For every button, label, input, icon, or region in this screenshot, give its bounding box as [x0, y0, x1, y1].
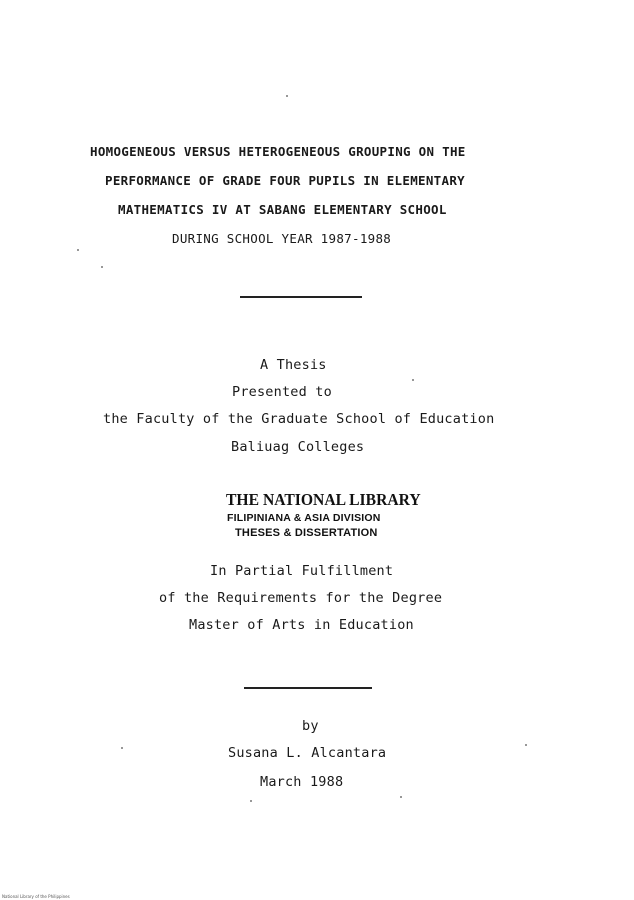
speck [525, 744, 527, 746]
title-line-2: PERFORMANCE OF GRADE FOUR PUPILS IN ELEMENTARY [105, 173, 465, 188]
footer-watermark: National Library of the Philippines [2, 894, 70, 899]
by-label: by [302, 718, 319, 734]
stamp-library: THE NATIONAL LIBRARY [226, 490, 421, 509]
title-line-1: HOMOGENEOUS VERSUS HETEROGENEOUS GROUPING ON THE [90, 144, 466, 159]
title-line-3: MATHEMATICS IV AT SABANG ELEMENTARY SCHOOL [118, 202, 447, 217]
submission-date: March 1988 [260, 774, 344, 790]
degree-name: Master of Arts in Education [189, 617, 414, 633]
author-name: Susana L. Alcantara [228, 745, 387, 761]
speck [77, 249, 79, 251]
stamp-theses: THESES & DISSERTATION [235, 527, 378, 539]
speck [250, 800, 252, 802]
speck [286, 95, 288, 97]
fulfillment-line-1: In Partial Fulfillment [210, 563, 394, 579]
divider-bottom [244, 687, 372, 689]
fulfillment-line-2: of the Requirements for the Degree [159, 590, 443, 606]
college-name: Baliuag Colleges [231, 439, 365, 455]
divider-top [240, 296, 362, 298]
speck [101, 266, 103, 268]
speck [121, 747, 123, 749]
stamp-division: FILIPINIANA & ASIA DIVISION [227, 512, 381, 524]
presented-to: Presented to [232, 384, 332, 400]
faculty-line: the Faculty of the Graduate School of Education [103, 411, 495, 427]
speck [412, 379, 414, 381]
thesis-label: A Thesis [260, 357, 327, 373]
title-line-4: DURING SCHOOL YEAR 1987-1988 [172, 231, 392, 246]
speck [400, 796, 402, 798]
